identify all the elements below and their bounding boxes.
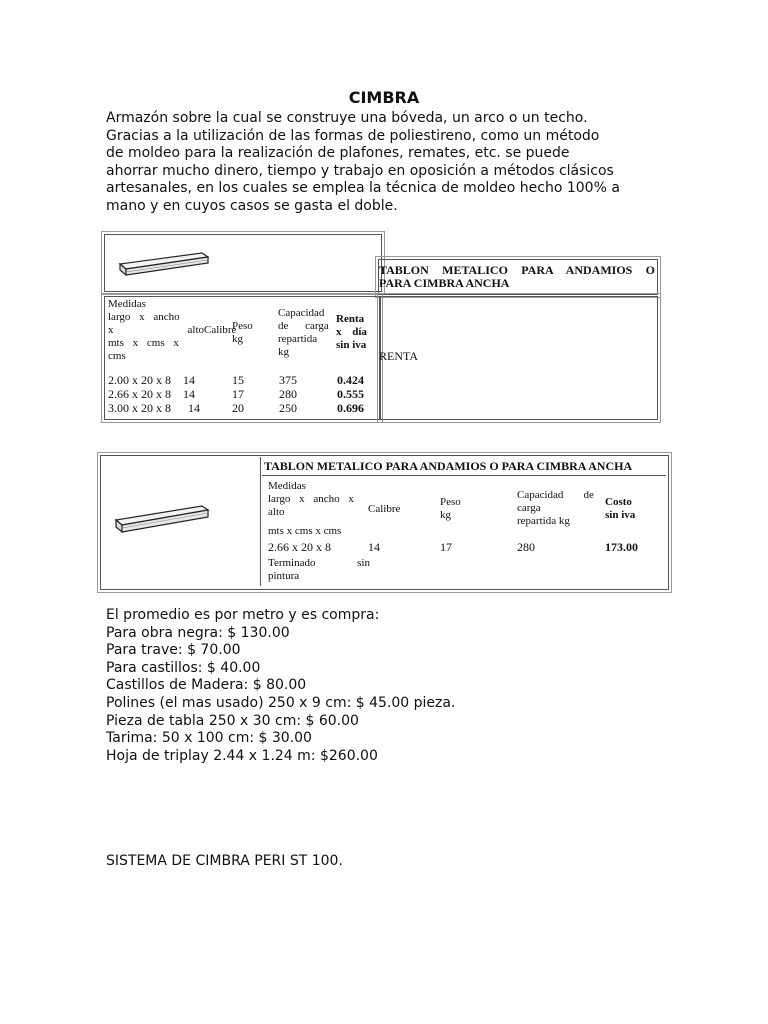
list-item: Para trave: $ 70.00 (106, 642, 241, 659)
table1-side-label: RENTA (379, 349, 419, 363)
table1-header-capacidad: Capacidad de carga repartida kg (278, 307, 329, 358)
table-row: 3.00 x 20 x 8 14 20 250 0.696 (108, 401, 364, 415)
list-item: Tarima: 50 x 100 cm: $ 30.00 (106, 730, 312, 747)
table-row: 2.66 x 20 x 8 14 17 280 0.555 (108, 387, 364, 401)
price-list (106, 607, 455, 765)
table2-header-calibre: Calibre (368, 503, 401, 515)
table1-title (379, 264, 655, 290)
table1-rows (108, 374, 378, 416)
intro-line: de moldeo para la realización de plafones, remates, etc. se puede (106, 145, 570, 162)
intro-line: artesanales, en los cuales se emplea la técnica de moldeo hecho 100% a (106, 180, 620, 197)
table2-title: TABLON METALICO PARA ANDAMIOS O PARA CIMBRA ANCHA (264, 459, 633, 473)
intro-line: mano y en cuyos casos se gasta el doble. (106, 197, 398, 214)
table1-header-peso: Peso kg (232, 320, 253, 345)
list-item: El promedio es por metro y es compra: (106, 607, 380, 623)
list-item: Pieza de tabla 250 x 30 cm: $ 60.00 (106, 712, 359, 729)
table2-header-capacidad: Capacidad de carga repartida kg (517, 489, 594, 527)
list-item: Para obra negra: $ 130.00 (106, 624, 290, 641)
table1-title-line: TABLON METALICO PARA ANDAMIOS O (379, 263, 655, 277)
table2-header-costo: Costo sin iva (605, 496, 636, 521)
page-title: CIMBRA (348, 88, 420, 107)
table1-side-box (380, 296, 658, 420)
table1-header-renta: Renta x día sin iva (336, 313, 367, 351)
table2-header-peso: Peso kg (440, 496, 461, 521)
table2-header-medidas: Medidas largo x ancho x alto mts x cms x cms (268, 480, 354, 537)
table-row: 2.00 x 20 x 8 14 15 375 0.424 (108, 373, 364, 387)
table1-title-line: PARA CIMBRA ANCHA (379, 276, 510, 290)
list-item: Polines (el mas usado) 250 x 9 cm: $ 45.00 pieza. (106, 694, 456, 711)
section-heading: SISTEMA DE CIMBRA PERI ST 100. (106, 853, 343, 869)
list-item: Para castillos: $ 40.00 (106, 659, 261, 676)
table1-header-medidas: Medidas largo x ancho x altoCalibre mts x cms x cms (108, 298, 237, 362)
metal-plank-image (110, 242, 216, 286)
intro-line: ahorrar mucho dinero, tiempo y trabajo en oposición a métodos clásicos (106, 162, 614, 179)
list-item: Castillos de Madera: $ 80.00 (106, 677, 307, 694)
metal-plank-image (108, 496, 214, 542)
intro-line: Armazón sobre la cual se construye una bóveda, un arco o un techo. (106, 110, 588, 126)
intro-line: Gracias a la utilización de las formas de poliestireno, como un método (106, 127, 600, 144)
table2-note: Terminado sin pintura (268, 557, 370, 582)
intro-paragraph (106, 110, 661, 216)
list-item: Hoja de triplay 2.44 x 1.24 m: $260.00 (106, 747, 378, 764)
table-row: 2.66 x 20 x 8 14 17 280 173.00 (268, 540, 638, 554)
